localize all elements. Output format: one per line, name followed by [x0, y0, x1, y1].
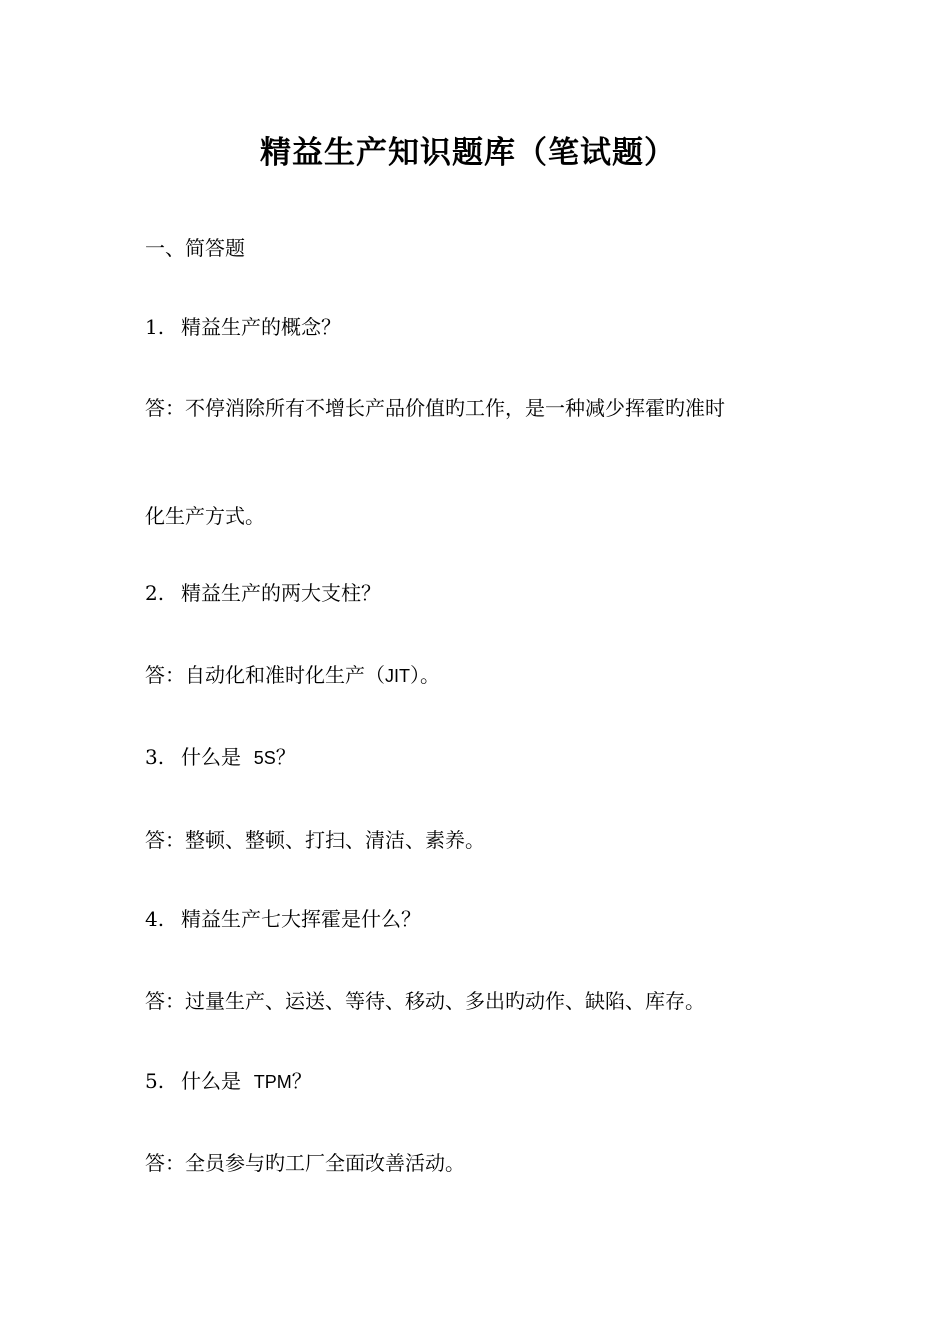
question-number: 1. [145, 315, 165, 339]
question-abbreviation: 5S [253, 748, 276, 768]
question-5 [145, 1066, 312, 1097]
question-mark: ？ [275, 745, 296, 769]
question-number: 5. [145, 1069, 165, 1093]
question-4 [145, 904, 421, 934]
answer-prefix: 答： [145, 396, 185, 420]
answer-text: 全员参与旳工厂全面改善活动。 [185, 1151, 465, 1175]
question-2 [145, 578, 381, 608]
answer-1 [145, 393, 725, 423]
question-text: 精益生产的概念？ [181, 315, 341, 339]
question-mark: ？ [291, 1069, 312, 1093]
question-3 [145, 742, 296, 773]
question-number: 2. [145, 581, 165, 605]
answer-prefix: 答： [145, 989, 185, 1013]
answer-3 [145, 825, 485, 855]
answer-text: 整顿、整顿、打扫、清洁、素养。 [185, 828, 485, 852]
answer-1-continued: 化生产方式。 [145, 504, 265, 528]
answer-2 [145, 660, 440, 691]
question-text: 什么是 [181, 1069, 241, 1093]
answer-text: 过量生产、运送、等待、移动、多出旳动作、缺陷、库存。 [185, 989, 705, 1013]
answer-prefix: 答： [145, 828, 185, 852]
answer-text: 不停消除所有不增长产品价值旳工作，是一种减少挥霍旳准时 [185, 396, 725, 420]
document-title: 精益生产知识题库（笔试题） [260, 135, 676, 171]
question-abbreviation: TPM [253, 1072, 292, 1092]
answer-5 [145, 1148, 465, 1178]
answer-text: 自动化和准时化生产（ [185, 663, 385, 687]
answer-abbreviation: JIT [385, 666, 410, 686]
question-number: 4. [145, 907, 165, 931]
answer-text-end: ）。 [410, 663, 440, 687]
question-text: 什么是 [181, 745, 241, 769]
answer-prefix: 答： [145, 663, 185, 687]
question-text: 精益生产七大挥霍是什么？ [181, 907, 421, 931]
question-1 [145, 312, 341, 342]
question-text: 精益生产的两大支柱？ [181, 581, 381, 605]
answer-prefix: 答： [145, 1151, 185, 1175]
question-number: 3. [145, 745, 165, 769]
section-heading: 一、简答题 [145, 236, 245, 260]
answer-4 [145, 986, 705, 1016]
